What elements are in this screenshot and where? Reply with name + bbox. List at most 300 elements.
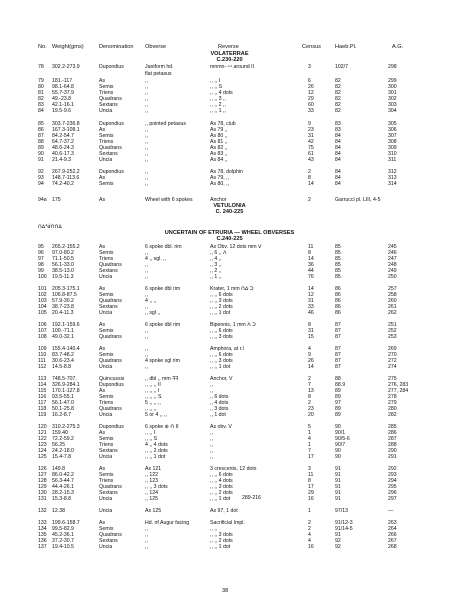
denomination: Quadrans [99,358,122,364]
weight-range: 15.3-8.8 [52,496,72,502]
reverse-desc: Amphora, at r.l [210,346,244,352]
denomination: Triens [99,256,114,262]
weight-range: 302.2-273.9 [52,64,80,70]
haeberlin-plate: 87 [335,364,341,370]
catalog-number: 131 [38,496,47,502]
census-count: 15 [308,334,314,340]
reverse-desc: ,, ,, 6 dots [210,352,233,358]
weight-range: 24.2-18.0 [52,448,74,454]
haeberlin-plate: 82 [335,78,341,84]
reverse-desc: As 84 ,, [210,157,228,163]
date-note: 289-216 [242,495,262,501]
census-count: 9 [308,352,311,358]
reverse-desc: ,, [210,430,213,436]
census-count: 17 [308,454,314,460]
census-count: 16 [308,544,314,550]
obverse-desc: ,, [145,274,148,280]
denomination: Triens [99,400,114,406]
reverse-desc: As 82 ,, [210,145,228,151]
haeberlin-plate: 87 [335,328,341,334]
page-number: 38 [222,588,229,594]
reverse-desc: ,, [210,442,213,448]
ag-number: 285 [388,424,397,430]
census-count: 8 [308,478,311,484]
ag-number: 251 [388,322,397,328]
obverse-desc: Hd. of Augur facing [145,520,190,526]
table-row [0,544,459,551]
catalog-number: 123 [38,442,47,448]
ag-number: 304 [388,108,397,114]
ag-number: 286 [388,430,397,436]
denomination: Quadrans [99,334,122,340]
catalog-number: 103 [38,298,47,304]
obverse-desc: Wheel with 6 spokes [145,197,193,203]
table-row [0,197,459,204]
haeberlin-plate: 87 [335,352,341,358]
haeberlin-plate: 97 [335,400,341,406]
reverse-desc: ,, 2 ,, [210,268,222,274]
haeberlin-plate: 86 [335,298,341,304]
weight-range: 56.3-44.7 [52,478,74,484]
reverse-desc: ,, ,, 1 ,, [210,108,226,114]
obverse-desc: ,, [145,364,148,370]
denomination: Semis [99,436,114,442]
obverse-desc: 6 spoke ⊕ ᑎ II [145,424,179,430]
catalog-number: 129 [38,484,47,490]
denomination: Semis [99,472,114,478]
haeberlin-plate: 90/5-6 [335,436,350,442]
weight-range: 20.4-11.3 [52,310,74,316]
obverse-desc: ,, [145,334,148,340]
census-count: 1 [308,508,311,514]
catalog-number: 100 [38,274,47,280]
weight-range: 100.-71.1 [52,328,74,334]
haeberlin-plate: 84 [335,145,341,151]
catalog-number: 112 [38,364,47,370]
reverse-desc: ,, 3 dots [210,406,229,412]
table-row [0,364,459,371]
census-count: 8 [308,394,311,400]
weight-range: 93.5-55.1 [52,394,74,400]
section-title: UNCERTAIN OF ETRURIA — WHEEL OBVERSES [164,230,295,236]
ag-number: 250 [388,274,397,280]
haeberlin-plate: 82 [335,84,341,90]
weight-range: 199.6-158.7 [52,520,80,526]
table-row [0,181,459,188]
obverse-desc: As 121 [145,466,162,472]
weight-range: 97.0-80.2 [52,250,74,256]
census-count: 33 [308,304,314,310]
haeberlin-plate: 91 [335,490,341,496]
catalog-number: 127 [38,472,47,478]
census-count: 61 [308,151,314,157]
obverse-desc: ,, [145,526,148,532]
census-count: 2 [308,520,311,526]
ag-number: 268 [388,544,397,550]
denomination: Quadrans [99,298,122,304]
haeberlin-plate: 84 [335,175,341,181]
catalog-number: 119 [38,412,47,418]
weight-range: 19.4-10.5 [52,544,74,550]
denomination: Triens [99,90,114,96]
haeberlin-plate: 87 [335,358,341,364]
weight-range: 205.3-175.1 [52,286,80,292]
reverse-desc: ,, 6 dots [210,394,229,400]
catalog-number: 125 [38,454,47,460]
reverse-desc: ,, ,, 4 dots [210,478,233,484]
census-count: 20 [308,412,314,418]
weight-range: 45.2-36.1 [52,532,74,538]
obverse-desc: 5 or 4 ,, ,, [145,412,167,418]
denomination: Uncia [99,496,113,502]
reverse-desc: ,, 4 dots [210,400,229,406]
census-count: 3 [308,64,311,70]
ag-number: 305 [388,121,397,127]
denomination: Semis [99,292,114,298]
obverse-desc: ,, [145,151,148,157]
reverse-desc: ,, ,, 6 dots [210,472,233,478]
obverse-desc: ,, ,, ,, S [145,394,162,400]
denomination: Semis [99,250,114,256]
ag-number: 262 [388,310,397,316]
denomination: Semis [99,84,114,90]
reverse-desc: As 80 ,, [210,133,228,139]
weight-range: 21.4-9.3 [52,157,72,163]
denomination: As [99,175,106,181]
census-count: 31 [308,298,314,304]
reverse-desc: As 81 ,, [210,139,228,145]
ag-number: 253 [388,334,397,340]
census-count: 43 [308,157,314,163]
reverse-desc: Krater, 1 mm ᑎᐃ ᑐ [210,286,254,292]
reverse-desc: ,, ,, 4 dots [210,90,233,96]
ag-number: 311 [388,157,397,163]
catalog-number: 115 [38,388,47,394]
obverse-desc: ,, [145,262,148,268]
weight-range: 159.40 [52,430,68,436]
denomination: Sextans [99,268,118,274]
obverse-desc: ,, [145,292,148,298]
catalog-number: 120 [38,424,47,430]
obverse-desc: ,, 122 [145,472,158,478]
denomination: Quadrans [99,145,122,151]
obverse-note: flat petasus [145,71,172,77]
denomination: Quadrans [99,406,122,412]
reverse-desc: As 83 ,, [210,151,228,157]
reverse-desc: ,, ,, S [210,84,223,90]
weight-range: 57.9-30.2 [52,298,74,304]
reverse-desc: ,, ,, 1 dot [210,544,231,550]
weight-range: 30.6-23.4 [52,358,74,364]
catalog-number: 91 [38,157,44,163]
denomination: Quadrans [99,484,122,490]
haeberlin-plate: 84 [335,169,341,175]
reverse-desc: As 79, ,, [210,175,230,181]
weight-range: 86.0-42.2 [52,472,74,478]
census-count: 8 [308,175,311,181]
census-count: 4 [308,538,311,544]
obverse-desc: ,, ,, ,, II [145,382,161,388]
obverse-desc: ,, [145,90,148,96]
ag-number: 276, 283 [388,382,409,388]
reverse-desc: ,, ,, 6 dots [210,328,233,334]
haeberlin-plate: 91 [335,472,341,478]
weight-range: 56.1-33.0 [52,262,74,268]
census-count: 12 [308,292,314,298]
ag-number: 260 [388,298,397,304]
ag-number: 301 [388,90,397,96]
obverse-desc: As 125 [145,508,162,514]
haeberlin-plate: 85 [335,274,341,280]
obverse-desc: ,, ,, S [145,436,158,442]
table-row [0,274,459,281]
reverse-desc: As 78, dolphin [210,169,243,175]
catalog-number: 78 [38,64,44,70]
table-row [0,412,459,419]
weight-range: 303.7-236.8 [52,121,80,127]
denomination: Semis [99,394,114,400]
obverse-desc: ,, [145,84,148,90]
catalog-number: 99 [38,268,44,274]
census-count: 76 [308,274,314,280]
reverse-desc: ,, [210,436,213,442]
catalog-number: 105 [38,310,47,316]
haeberlin-plate: 84 [335,181,341,187]
obverse-desc: Janiform hd. [145,64,174,70]
catalog-number: 111 [38,358,46,364]
obverse-desc: ,, [145,181,148,187]
census-count: 46 [308,310,314,316]
ag-number: 275 [388,376,397,382]
reverse-desc: As obv. V [210,424,232,430]
ag-number: 296 [388,490,397,496]
haeberlin-plate: 91 [335,466,341,472]
reverse-desc: ,, [210,448,213,454]
obverse-desc: ,, [145,96,148,102]
catalog-number: 126 [38,466,47,472]
catalog-number: 128 [38,478,47,484]
table-row [0,64,459,71]
denomination: Semis [99,133,114,139]
census-count: 3 [308,466,311,472]
denomination: Uncia [99,108,113,114]
haeberlin-plate: 83 [335,127,341,133]
haeberlin-plate: 89 [335,412,341,418]
census-count: 60 [308,102,314,108]
ag-number: 291 [388,454,397,460]
weight-range: 149.8 [52,466,65,472]
weight-range: 98.1-64.8 [52,84,74,90]
ag-number: 313 [388,175,397,181]
weight-range: 48.6-24.3 [52,145,74,151]
census-count: 33 [308,108,314,114]
denomination: Quincussis [99,376,125,382]
catalog-number: 93 [38,175,44,181]
reverse-desc: ,, ,, 2 ,, [210,102,226,108]
ag-number: 258 [388,292,397,298]
denomination: Quadrans [99,96,122,102]
census-count: 2 [308,169,311,175]
weight-range: 310.2-275.3 [52,424,80,430]
obverse-desc: ,, [145,169,148,175]
obverse-desc: ,, [145,544,148,550]
col-header-census: Census [302,44,321,50]
reverse-desc: ,, 3 ,, [210,262,222,268]
weight-range: 148.7-113.6 [52,175,80,181]
catalog-number: 116 [38,394,47,400]
catalog-number: 118 [38,406,47,412]
denomination: Triens [99,442,114,448]
census-count: 31 [308,328,314,334]
reverse-desc: ,, 1 ,, [210,274,222,280]
ag-number: 279 [388,400,397,406]
weight-range: 38.7-23.8 [52,304,74,310]
ag-number: 288 [388,442,397,448]
ag-number: 266 [388,532,397,538]
reverse-desc: As 78, club [210,121,236,127]
catalog-number: 88 [38,139,44,145]
weight-range: 28.2-15.3 [52,490,74,496]
obverse-desc: ,, [145,102,148,108]
weight-range: 72.2-59.2 [52,436,74,442]
reverse-desc: ,, 6 ,, ᐱ [210,250,227,256]
catalog-number: 89 [38,145,44,151]
weight-range: 84.2-54.7 [52,133,74,139]
denomination: As [99,520,106,526]
haeberlin-plate: 85 [335,250,341,256]
catalog-number: 83 [38,102,44,108]
catalog-number: 95 [38,244,44,250]
weight-range: 83.7-48.2 [52,352,74,358]
haeberlin-plate: 91 [335,484,341,490]
census-count: 44 [308,268,314,274]
catalog-number: 134 [38,526,47,532]
denomination: Dupondius [99,382,124,388]
weight-range: 49.-23.8 [52,96,72,102]
denomination: Dupondius [99,64,124,70]
obverse-desc: ,, [145,346,148,352]
reverse-desc: ,, ,, 1 dot [210,364,231,370]
haeberlin-plate: 85 [335,256,341,262]
table-row [0,508,459,515]
catalog-number: 87 [38,133,44,139]
haeberlin-plate: 89 [335,388,341,394]
denomination: Uncia [99,274,113,280]
weight-range: 71.1-50.5 [52,256,74,262]
catalog-number: 80 [38,84,44,90]
catalog-number: 97 [38,256,44,262]
reverse-desc: ,, ,, 3 dots [210,298,233,304]
reverse-desc: ,, ,, [210,526,218,532]
census-count: 14 [308,181,314,187]
haeberlin-plate: 90 [335,448,341,454]
haeberlin-plate: 89 [335,394,341,400]
denomination: Sextans [99,538,118,544]
haeberlin-plate: 90/7 [335,442,346,448]
census-count: 29 [308,96,314,102]
denomination: Uncia [99,508,113,514]
ag-number: 264 [388,526,397,532]
obverse-desc: 5 ,, ,, ,, [145,400,161,406]
reverse-desc: ,, ,, 3 dots [210,358,233,364]
denomination: As [99,244,106,250]
section-volaterrae [0,51,459,63]
weight-range: 267.9-252.2 [52,169,80,175]
denomination: Uncia [99,544,113,550]
denomination: Sextans [99,151,118,157]
obverse-desc: ,, [145,532,148,538]
catalog-number: 110 [38,352,47,358]
census-count: 31 [308,133,314,139]
catalog-number: 121 [38,430,47,436]
denomination: Sextans [99,448,118,454]
denomination: Uncia [99,157,113,163]
denomination: Dupondius [99,424,124,430]
table-row [0,454,459,461]
ag-number: 306 [388,127,397,133]
ag-number: 274 [388,364,397,370]
census-count: 75 [308,145,314,151]
ag-number: 299 [388,78,397,84]
catalog-number: 133 [38,520,47,526]
ag-number: — [388,508,394,514]
section-uncertain-etruria [0,230,459,242]
legend-glyphs: ᑎᐃᖂᑎᑎᐃ [38,224,62,230]
haeberlin-plate: 86 [335,286,341,292]
section-title: VETULONIA [213,203,246,209]
catalog-number: 86 [38,127,44,133]
col-header-obverse: Obverse [145,44,167,50]
catalog-number: 102 [38,292,47,298]
catalog-number: 136 [38,538,47,544]
section-date: C. 240-225 [215,209,244,215]
obverse-desc: ,, dbl ,, mm ᖷᖷ [145,376,179,382]
catalog-number: 94a [38,197,47,203]
denomination: Quadrans [99,262,122,268]
ag-number: 272 [388,358,397,364]
haeberlin-plate: 82 [335,102,341,108]
denomination: Uncia [99,364,113,370]
haeberlin-plate: 87 [335,334,341,340]
obverse-desc: ,, ,, I [145,430,156,436]
ag-number: 282 [388,412,397,418]
weight-range: 42.1-16.1 [52,102,74,108]
section-date: C.230-220 [216,57,243,63]
ag-number: 280 [388,406,397,412]
haeberlin-plate: 84 [335,157,341,163]
weight-range: 175 [52,197,61,203]
reverse-desc: ,, ,, 3 dots [210,532,233,538]
ag-number: 263 [388,520,397,526]
census-count: 7 [308,448,311,454]
catalog-number: 108 [38,334,47,340]
reverse-desc: ,, 1 dot [210,412,226,418]
reverse-desc: ,, ,, 2 dots [210,538,233,544]
weight-range: 265.2-155.2 [52,244,80,250]
denomination: Sextans [99,102,118,108]
weight-range: 44.4-26.1 [52,484,74,490]
table-row [0,334,459,341]
haeberlin-plate: 85 [335,262,341,268]
reverse-desc: ,, ,, 2 dots [210,490,233,496]
obverse-desc: ,, ,, ,, I [145,388,160,394]
obverse-desc: 6 spoke dbl rim [145,322,181,328]
table-row [0,496,459,503]
obverse-desc: ,, [145,268,148,274]
ag-number: 257 [388,286,397,292]
reverse-desc: mnmn-·ꟷ around II [210,64,255,70]
reverse-desc: As 79 ,, [210,127,228,133]
